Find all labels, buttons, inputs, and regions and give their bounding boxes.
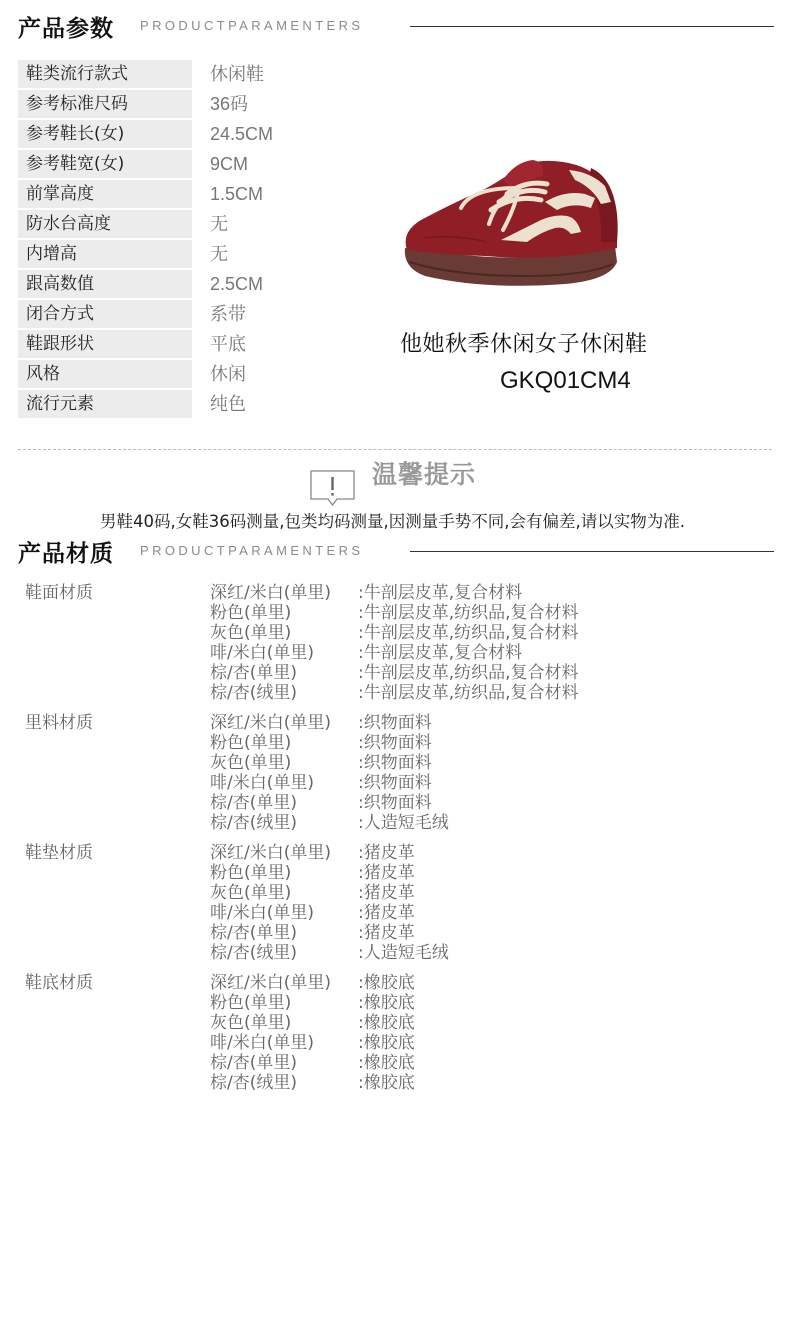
material-color: 啡/米白(单里) [210,1033,314,1053]
material-value: :牛剖层皮革,复合材料 [358,643,523,663]
param-value: 休闲 [210,364,246,384]
param-row [18,300,318,330]
material-row [0,643,790,663]
material-value: :牛剖层皮革,纺织品,复合材料 [358,603,579,623]
materials-section-header [0,535,790,575]
material-value: :织物面料 [358,753,432,773]
param-value: 休闲鞋 [210,64,264,84]
material-color: 啡/米白(单里) [210,903,314,923]
param-row [18,60,318,90]
material-value: :牛剖层皮革,纺织品,复合材料 [358,663,579,683]
product-shoe-image [395,150,630,300]
material-row [0,943,790,963]
material-group [0,583,790,713]
material-row [0,863,790,883]
product-name: 他她秋季休闲女子休闲鞋 [400,332,648,357]
material-color: 棕/杏(单里) [210,663,297,683]
material-row [0,923,790,943]
section-subtitle: PRODUCTPARAMENTERS [140,543,364,558]
param-label: 参考鞋宽(女) [18,150,192,178]
param-value: 2.5CM [210,274,264,294]
material-color: 灰色(单里) [210,753,292,773]
material-row [0,813,790,833]
material-color: 深红/米白(单里) [210,973,331,993]
material-color: 灰色(单里) [210,623,292,643]
tip-title: 温馨提示 [372,460,477,489]
material-group [0,973,790,1103]
param-row [18,360,318,390]
param-value: 无 [210,244,228,264]
material-row [0,1033,790,1053]
exclamation-icon [310,470,355,506]
material-value: :人造短毛绒 [358,813,449,833]
material-row [0,583,790,603]
material-category: 鞋底材质 [25,973,93,993]
material-value: :猪皮革 [358,903,415,923]
material-row [0,883,790,903]
param-label: 防水台高度 [18,210,192,238]
material-value: :猪皮革 [358,863,415,883]
material-row [0,733,790,753]
param-value: 24.5CM [210,124,274,144]
param-value: 纯色 [210,394,246,414]
material-value: :织物面料 [358,793,432,813]
material-row [0,903,790,923]
param-label: 流行元素 [18,390,192,418]
param-label: 风格 [18,360,192,388]
param-value: 1.5CM [210,184,264,204]
param-value: 36码 [210,94,249,114]
dashed-divider [18,449,772,450]
material-category: 鞋垫材质 [25,843,93,863]
material-row [0,683,790,703]
material-row [0,623,790,643]
param-value: 无 [210,214,228,234]
material-color: 啡/米白(单里) [210,773,314,793]
param-row [18,120,318,150]
material-row [0,1053,790,1073]
material-category: 鞋面材质 [25,583,93,603]
param-row [18,210,318,240]
param-row [18,90,318,120]
section-title: 产品参数 [18,16,114,42]
section-divider [410,551,774,552]
material-row [0,793,790,813]
param-row [18,390,318,420]
material-value: :牛剖层皮革,纺织品,复合材料 [358,683,579,703]
material-value: :织物面料 [358,713,432,733]
material-color: 棕/杏(单里) [210,793,297,813]
param-row [18,330,318,360]
material-color: 深红/米白(单里) [210,583,331,603]
material-row [0,973,790,993]
material-color: 粉色(单里) [210,993,292,1013]
material-color: 粉色(单里) [210,733,292,753]
param-label: 内增高 [18,240,192,268]
material-color: 深红/米白(单里) [210,713,331,733]
material-row [0,753,790,773]
param-row [18,240,318,270]
material-value: :橡胶底 [358,1073,415,1093]
tip-text: 男鞋40码,女鞋36码测量,包类均码测量,因测量手势不同,会有偏差,请以实物为准. [100,512,685,531]
param-label: 鞋类流行款式 [18,60,192,88]
material-color: 深红/米白(单里) [210,843,331,863]
material-value: :织物面料 [358,773,432,793]
param-label: 前掌高度 [18,180,192,208]
param-label: 鞋跟形状 [18,330,192,358]
material-row [0,713,790,733]
params-table [18,60,318,420]
material-value: :橡胶底 [358,1013,415,1033]
material-color: 棕/杏(绒里) [210,683,297,703]
material-value: :橡胶底 [358,993,415,1013]
param-value: 平底 [210,334,246,354]
material-value: :橡胶底 [358,973,415,993]
material-value: :橡胶底 [358,1053,415,1073]
material-color: 棕/杏(单里) [210,923,297,943]
param-label: 参考鞋长(女) [18,120,192,148]
material-color: 棕/杏(绒里) [210,813,297,833]
material-row [0,1073,790,1093]
section-title: 产品材质 [18,541,114,567]
material-value: :人造短毛绒 [358,943,449,963]
param-label: 参考标准尺码 [18,90,192,118]
material-color: 棕/杏(绒里) [210,1073,297,1093]
material-row [0,603,790,623]
material-color: 棕/杏(单里) [210,1053,297,1073]
material-value: :橡胶底 [358,1033,415,1053]
param-label: 跟高数值 [18,270,192,298]
material-row [0,993,790,1013]
material-color: 棕/杏(绒里) [210,943,297,963]
material-row [0,773,790,793]
material-color: 粉色(单里) [210,863,292,883]
material-row [0,843,790,863]
material-value: :牛剖层皮革,纺织品,复合材料 [358,623,579,643]
product-code: GKQ01CM4 [500,367,631,394]
section-divider [410,26,774,27]
param-value: 9CM [210,154,249,174]
material-row [0,1013,790,1033]
param-row [18,150,318,180]
material-group [0,843,790,973]
material-group [0,713,790,843]
materials-list [0,583,790,1103]
material-color: 灰色(单里) [210,1013,292,1033]
param-value: 系带 [210,304,246,324]
material-color: 粉色(单里) [210,603,292,623]
material-value: :织物面料 [358,733,432,753]
material-value: :猪皮革 [358,923,415,943]
material-row [0,663,790,683]
material-category: 里料材质 [25,713,93,733]
params-section-header [0,10,790,50]
param-label: 闭合方式 [18,300,192,328]
material-value: :猪皮革 [358,843,415,863]
material-value: :牛剖层皮革,复合材料 [358,583,523,603]
section-subtitle: PRODUCTPARAMENTERS [140,18,364,33]
material-value: :猪皮革 [358,883,415,903]
material-color: 啡/米白(单里) [210,643,314,663]
param-row [18,180,318,210]
material-color: 灰色(单里) [210,883,292,903]
param-row [18,270,318,300]
